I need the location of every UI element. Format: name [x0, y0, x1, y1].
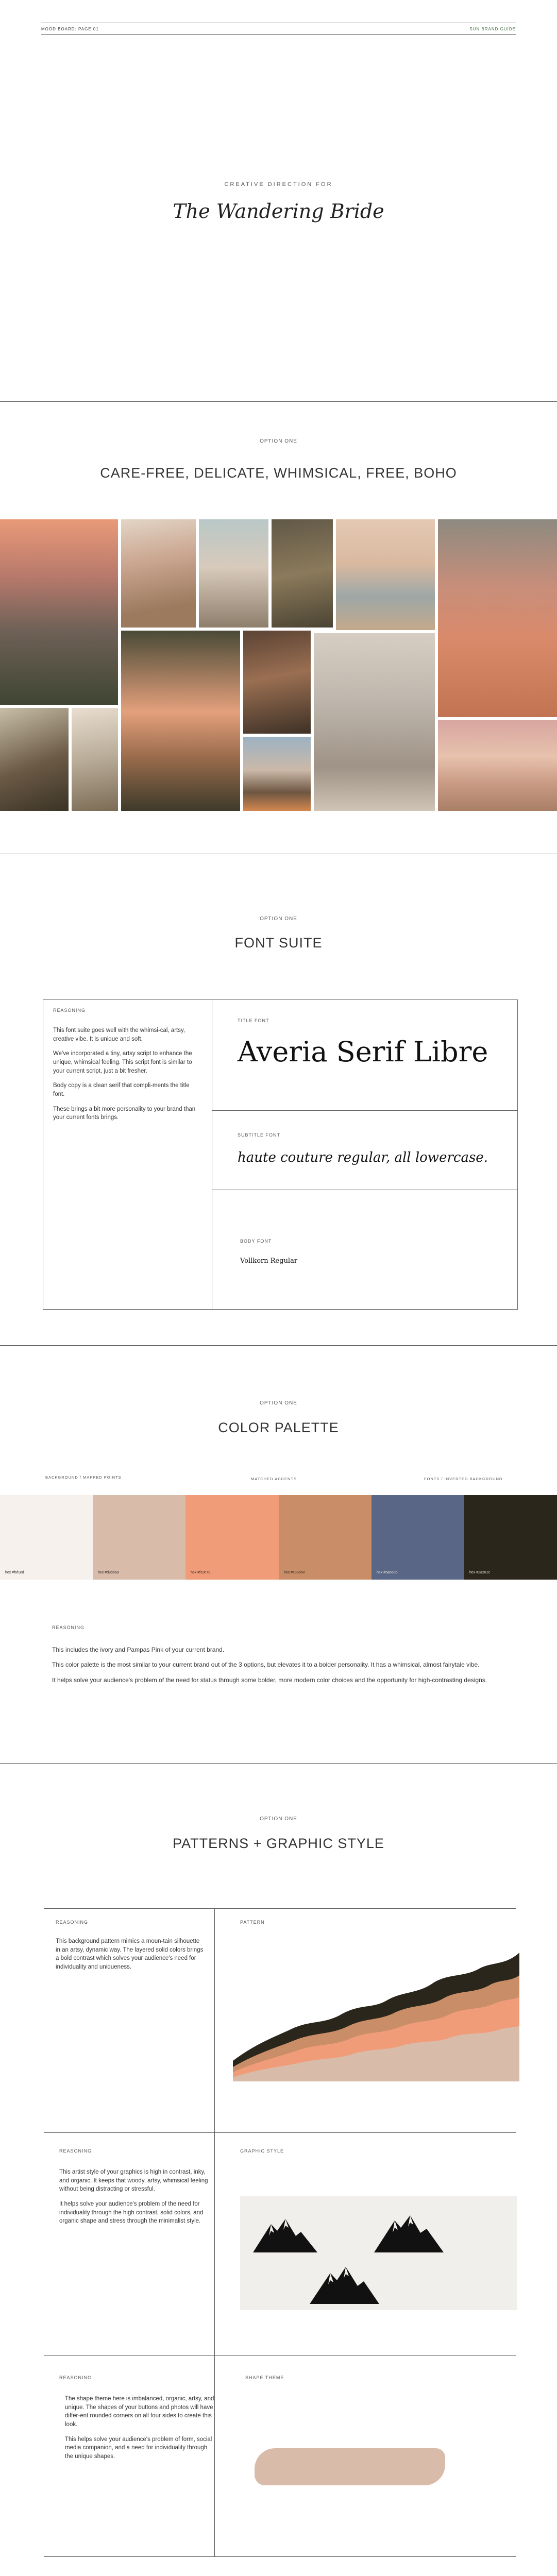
palette-title: COLOR PALETTE — [218, 1420, 339, 1435]
palette-option: OPTION ONE — [260, 1400, 297, 1406]
pattern-reasoning-label: REASONING — [56, 1920, 89, 1925]
color-swatch-hex: hex #2a261c — [469, 1571, 491, 1574]
photo-half-dome — [0, 519, 118, 705]
color-swatch — [464, 1495, 557, 1580]
title-font-label: TITLE FONT — [238, 1018, 269, 1023]
graphic-style-panel — [240, 2196, 517, 2310]
reasoning-paragraph: This artist style of your graphics is high in contrast, inky, and organic. It keeps that woody, artsy, whimsical feeling without being distracting or stressful. — [59, 2169, 208, 2193]
photo-tree-couple — [121, 631, 240, 811]
shape-reasoning — [65, 2395, 214, 2467]
reasoning-paragraph: These brings a bit more personality to your brand than your current fonts brings. — [53, 1106, 196, 1121]
mountain-illustration-icon — [240, 2196, 517, 2310]
shape-reasoning-label: REASONING — [59, 2375, 92, 2380]
photo-wood-slices — [0, 708, 69, 811]
patterns-option: OPTION ONE — [260, 1816, 297, 1822]
body-font-label: BODY FONT — [240, 1239, 272, 1244]
reasoning-paragraph: This helps solve your audience's problem of form, social media companion, and a need for individuality through the unique shapes. — [65, 2436, 212, 2460]
palette-reasoning — [52, 1646, 505, 1691]
grid-rule — [44, 1908, 516, 1909]
color-swatch — [185, 1495, 279, 1580]
section-divider — [0, 401, 557, 402]
palette-group-label: BACKGROUND / MAPPED POINTS — [45, 1475, 122, 1480]
reasoning-paragraph: This font suite goes well with the whimsi-cal, artsy, creative vibe. It is unique and soft. — [53, 1027, 185, 1042]
pattern-reasoning — [56, 1937, 205, 1978]
grid-rule — [44, 2556, 516, 2557]
shape-theme-label: SHAPE THEME — [245, 2375, 284, 2380]
reasoning-paragraph: This includes the ivory and Pampas Pink of your current brand. — [52, 1646, 225, 1653]
photo-table — [72, 708, 118, 811]
subtitle-font-label: SUBTITLE FONT — [238, 1132, 281, 1138]
body-font-sample: Vollkorn Regular — [240, 1257, 298, 1265]
photo-boots-flowers — [438, 519, 557, 717]
reasoning-paragraph: It helps solve your audience's problem of the need for status through some bolder, more modern color choices and the opportunity for high-contrasting designs. — [52, 1676, 487, 1684]
reasoning-paragraph: Body copy is a clean serif that compli-ments the title font. — [53, 1082, 190, 1098]
hero-eyebrow: CREATIVE DIRECTION FOR — [224, 181, 333, 188]
fonts-title: FONT SUITE — [234, 935, 323, 951]
reasoning-paragraph: The shape theme here is imbalanced, organic, artsy, and unique. The shapes of your buttons and photos will have differ-ent rounded corners on all four sides to create this look. — [65, 2396, 214, 2428]
color-swatch-hex: hex #5a6685 — [377, 1571, 398, 1574]
color-swatch-hex: hex #f19c79 — [191, 1571, 211, 1574]
pattern-label: PATTERN — [240, 1920, 265, 1925]
section-divider — [0, 1763, 557, 1764]
palette-reasoning-label: REASONING — [52, 1625, 85, 1630]
graphic-style-label: GRAPHIC STYLE — [240, 2148, 284, 2154]
palette-group-label: MATCHED ACCENTS — [251, 1477, 297, 1481]
color-swatch — [279, 1495, 372, 1580]
color-swatch — [93, 1495, 186, 1580]
mountain-pattern — [233, 1953, 519, 2081]
graphic-reasoning-label: REASONING — [59, 2148, 92, 2154]
fonts-option: OPTION ONE — [260, 916, 297, 922]
color-swatch — [372, 1495, 465, 1580]
reasoning-label: REASONING — [53, 1008, 86, 1013]
shape-theme-sample — [255, 2448, 445, 2485]
color-swatch — [0, 1495, 93, 1580]
photo-bouquet — [272, 519, 333, 628]
reasoning-paragraph: We've incorporated a tiny, artsy script to enhance the unique, whimsical feeling. This script font is similar to your current script, just a bit fresher. — [53, 1050, 192, 1074]
reasoning-paragraph: It helps solve your audience's problem of the need for individuality through the high contrast, solid colors, and organic shape and stress through the minimalist style. — [59, 2201, 204, 2225]
palette-group-label: FONTS / INVERTED BACKGROUND — [424, 1477, 503, 1481]
photo-couple-van — [199, 519, 268, 628]
graphic-reasoning — [59, 2168, 209, 2232]
header-right: SUN BRAND GUIDE — [469, 27, 516, 31]
hero-title: The Wandering Bride — [173, 200, 384, 223]
photo-floral-arch — [121, 519, 196, 628]
color-swatch-hex: hex #c98e68 — [284, 1571, 305, 1574]
photo-beach-couple — [336, 519, 435, 630]
section-divider — [0, 1345, 557, 1346]
header-left: MOOD BOARD: PAGE 01 — [41, 27, 99, 31]
subtitle-font-sample: haute couture regular, all lowercase. — [238, 1150, 488, 1165]
patterns-title: PATTERNS + GRAPHIC STYLE — [173, 1836, 384, 1851]
body-font-panel — [212, 1190, 518, 1310]
photo-beach-van — [438, 720, 557, 811]
color-swatch-hex: hex #f6f1ed — [5, 1571, 24, 1574]
reasoning-paragraph: This background pattern mimics a moun-tain silhouette in an artsy, dynamic way. The layered solid colors brings a bold contrast which solves your audience's need for individuality and uniqueness. — [56, 1938, 204, 1971]
photo-water-walk — [314, 633, 435, 811]
photo-cliff-couple — [243, 631, 311, 734]
photo-campfire — [243, 737, 311, 811]
moodboard-option: OPTION ONE — [260, 438, 297, 444]
grid-rule — [44, 2132, 516, 2133]
fonts-reasoning — [53, 1026, 202, 1128]
reasoning-paragraph: This color palette is the most similar to your current brand out of the 3 options, but elevates it to a bolder personality. It has a whimsical, almost fairytale vibe. — [52, 1661, 480, 1669]
header-rule-bottom — [41, 34, 516, 35]
title-font-sample: Averia Serif Libre — [238, 1036, 488, 1068]
grid-rule — [214, 1908, 215, 2556]
moodboard-title: CARE-FREE, DELICATE, WHIMSICAL, FREE, BOHO — [100, 465, 457, 481]
color-swatch-hex: hex #d9bba9 — [98, 1571, 119, 1574]
